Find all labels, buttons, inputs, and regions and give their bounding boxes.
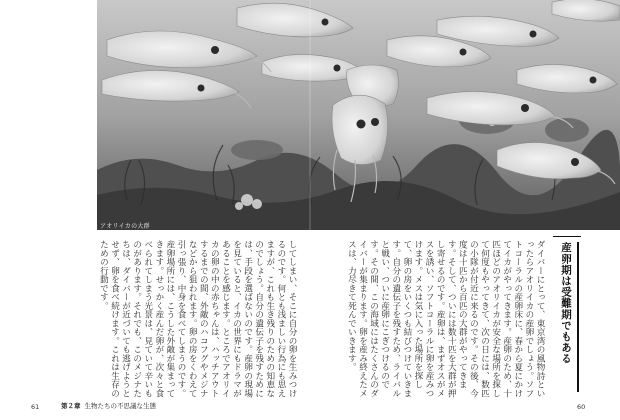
body-text-left-page: してしまい、そこに自分の卵を生みつけるのです。何とも浅ましい行為にも思えますが、これも生き残りのための知恵なのでしょう。自分の遺伝子を残すためには、手段を選ばないのです。産卵の現場を見ていると、イカの世界にもドラマがあることを感じます。ところでアオリイカの卵の中の赤ちゃんは、ハッチアウトするまでの間、外敵のハコフグやメジナなどから狙われます。卵の房をくわえて引っ張り、中身を食べてしまうのです。産卵場所には、こうした外敵が集まってきます。せっかく産んだ卵が、次々と食べられてしまう光景は、見ていて辛いものがあります。それでも、このメジナたちは、ダイバーが近づいても逃げようとせず、卵を食べ続けます。これは生存のための行動です。 <box>98 240 297 398</box>
running-footer <box>61 401 156 410</box>
squid-school-illustration <box>97 0 620 230</box>
squid-school-photo <box>97 0 620 230</box>
heading-rule <box>553 236 581 237</box>
page-number-left: 61 <box>31 403 40 411</box>
chapter-number: 第２章 <box>61 402 81 410</box>
page-number-right: 60 <box>577 403 586 411</box>
section-heading: 産卵期は受難期でもある <box>552 242 579 392</box>
body-text-right-page: ダイバーにとって、東京湾の風物詩といったらアオリイカの産卵でしょう。ソフトコーラルの産卵床に、春から夏にかけてイカがやってきます。産卵のため、十匹ほどのアオリイカが安全な場所を探して何度もやってきて、次の日には、数匹の小隊が付近に来るのです。その後、今度は十匹から百匹の大群がやってきます。そして、ついには数十匹を大群が押し寄せるのです。産卵は、まずオスがメスを誘い、ソフトコーラルに卵を産みつけます。メスは気に入った場所を探して、卵の房をいくつも結びつけていきます。自分の遺伝子を残すため、ライバルと戦い、ついに産卵にこぎつけるのです。その間、この海域にはたくさんのダイバーが集まります。卵を産み終えたメスは、力尽きて死んでいきます。 <box>346 240 545 398</box>
page-gutter <box>309 0 311 230</box>
photo-caption: アオリイカの大群 <box>100 223 150 230</box>
chapter-title: 生物たちの不思議な生態 <box>84 402 156 410</box>
